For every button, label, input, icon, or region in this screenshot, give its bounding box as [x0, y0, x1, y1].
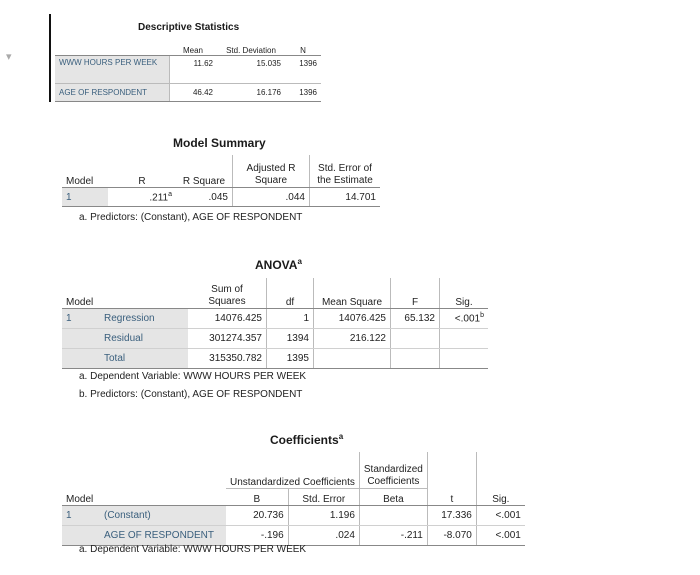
- table-row: [55, 84, 321, 102]
- cell-sum-of-squares: 315350.782: [188, 349, 267, 369]
- cell-std-error: .024: [288, 526, 359, 546]
- cell-adjusted-r-square: .044: [233, 188, 310, 207]
- header-b: B: [226, 489, 288, 506]
- table-row: [62, 188, 380, 207]
- cell-sig: <.001: [476, 526, 525, 546]
- cell-model: [62, 526, 100, 546]
- header-sum-of-squares: Sum of Squares: [188, 278, 267, 309]
- cell-t: 17.336: [427, 506, 476, 526]
- descriptive-statistics-table: [55, 39, 321, 102]
- anova-title: ANOVA$^a$: [255, 257, 302, 272]
- cell-std-error: 1.196: [288, 506, 359, 526]
- cell-sum-of-squares: 301274.357: [188, 329, 267, 349]
- header-blank: [476, 452, 525, 489]
- cell-df: 1395: [267, 349, 314, 369]
- cell-df: 1394: [267, 329, 314, 349]
- header-df: df: [267, 278, 314, 309]
- header-f: F: [391, 278, 440, 309]
- cell-model: [62, 349, 100, 369]
- cell-mean-square: [314, 349, 391, 369]
- header-adjusted-r-square: Adjusted R Square: [233, 155, 310, 188]
- coefficients-table: [62, 452, 525, 546]
- table-header-row: [55, 39, 321, 56]
- header-standardized-coefficients: Standardized Coefficients: [359, 452, 427, 489]
- cell-r-square: .045: [176, 188, 233, 207]
- row-label: WWW HOURS PER WEEK: [55, 56, 169, 84]
- header-model: Model: [62, 489, 100, 506]
- header-std-error: Std. Error: [288, 489, 359, 506]
- model-summary-table: [62, 155, 380, 207]
- cell-mean: 46.42: [169, 84, 217, 102]
- header-t: t: [427, 489, 476, 506]
- table-header-group-row: [62, 452, 525, 489]
- header-std-deviation: Std. Deviation: [217, 39, 285, 56]
- cell-n: 1396: [285, 84, 321, 102]
- table-row: [62, 506, 525, 526]
- header-r-square: R Square: [176, 155, 233, 188]
- cell-b: 20.736: [226, 506, 288, 526]
- header-blank: [427, 452, 476, 489]
- table-row: [62, 349, 488, 369]
- table-header-row: [62, 155, 380, 188]
- anova-footnote-b: b. Predictors: (Constant), AGE OF RESPONDENT: [79, 389, 303, 400]
- row-label: Total: [100, 349, 188, 369]
- cell-r: .211$^a$: [108, 188, 176, 207]
- descriptive-statistics-title: Descriptive Statistics: [138, 22, 240, 33]
- row-label: (Constant): [100, 506, 226, 526]
- row-label: Regression: [100, 309, 188, 329]
- cell-sum-of-squares: 14076.425: [188, 309, 267, 329]
- cell-sig: <.001$^b$: [440, 309, 489, 329]
- header-model: Model: [62, 278, 100, 309]
- header-blank: [100, 489, 226, 506]
- cell-df: 1: [267, 309, 314, 329]
- output-selection-bar: [49, 14, 51, 102]
- cell-beta: -.211: [359, 526, 427, 546]
- header-blank: [100, 278, 188, 309]
- cell-sig: <.001: [476, 506, 525, 526]
- cell-f: 65.132: [391, 309, 440, 329]
- table-row: [62, 526, 525, 546]
- header-r: R: [108, 155, 176, 188]
- model-summary-title: Model Summary: [173, 136, 266, 150]
- cell-mean-square: 14076.425: [314, 309, 391, 329]
- header-std-error-estimate: Std. Error of the Estimate: [310, 155, 381, 188]
- cell-std-deviation: 15.035: [217, 56, 285, 84]
- header-beta: Beta: [359, 489, 427, 506]
- header-n: N: [285, 39, 321, 56]
- header-blank: [55, 39, 169, 56]
- cell-model: 1: [62, 188, 108, 207]
- row-label: AGE OF RESPONDENT: [55, 84, 169, 102]
- cell-model: [62, 329, 100, 349]
- cell-mean: 11.62: [169, 56, 217, 84]
- table-header-row: [62, 278, 488, 309]
- anova-footnote-a: a. Dependent Variable: WWW HOURS PER WEEK: [79, 371, 307, 382]
- cell-f: [391, 349, 440, 369]
- header-sig: Sig.: [476, 489, 525, 506]
- cell-f: [391, 329, 440, 349]
- coefficients-footnote: a. Dependent Variable: WWW HOURS PER WEEK: [79, 544, 307, 555]
- table-row: [62, 329, 488, 349]
- header-unstandardized-coefficients: Unstandardized Coefficients: [226, 452, 359, 489]
- header-blank: [62, 452, 100, 489]
- cell-beta: [359, 506, 427, 526]
- table-row: [55, 56, 321, 84]
- header-mean: Mean: [169, 39, 217, 56]
- cell-sig: [440, 349, 489, 369]
- header-blank: [100, 452, 226, 489]
- cell-sig: [440, 329, 489, 349]
- cell-b: -.196: [226, 526, 288, 546]
- row-label: Residual: [100, 329, 188, 349]
- coefficients-title: Coefficients$^a$: [270, 432, 344, 447]
- table-header-row: [62, 489, 525, 506]
- header-sig: Sig.: [440, 278, 489, 309]
- header-model: Model: [62, 155, 108, 188]
- table-row: [62, 309, 488, 329]
- cell-std-deviation: 16.176: [217, 84, 285, 102]
- anova-table: [62, 278, 488, 369]
- cell-std-error: 14.701: [310, 188, 381, 207]
- cell-t: -8.070: [427, 526, 476, 546]
- cell-model: 1: [62, 309, 100, 329]
- model-summary-footnote: a. Predictors: (Constant), AGE OF RESPONDENT: [79, 212, 303, 223]
- cell-mean-square: 216.122: [314, 329, 391, 349]
- collapse-arrow-icon[interactable]: ▾: [6, 51, 12, 63]
- cell-n: 1396: [285, 56, 321, 84]
- header-mean-square: Mean Square: [314, 278, 391, 309]
- cell-model: 1: [62, 506, 100, 526]
- row-label: AGE OF RESPONDENT: [100, 526, 226, 546]
